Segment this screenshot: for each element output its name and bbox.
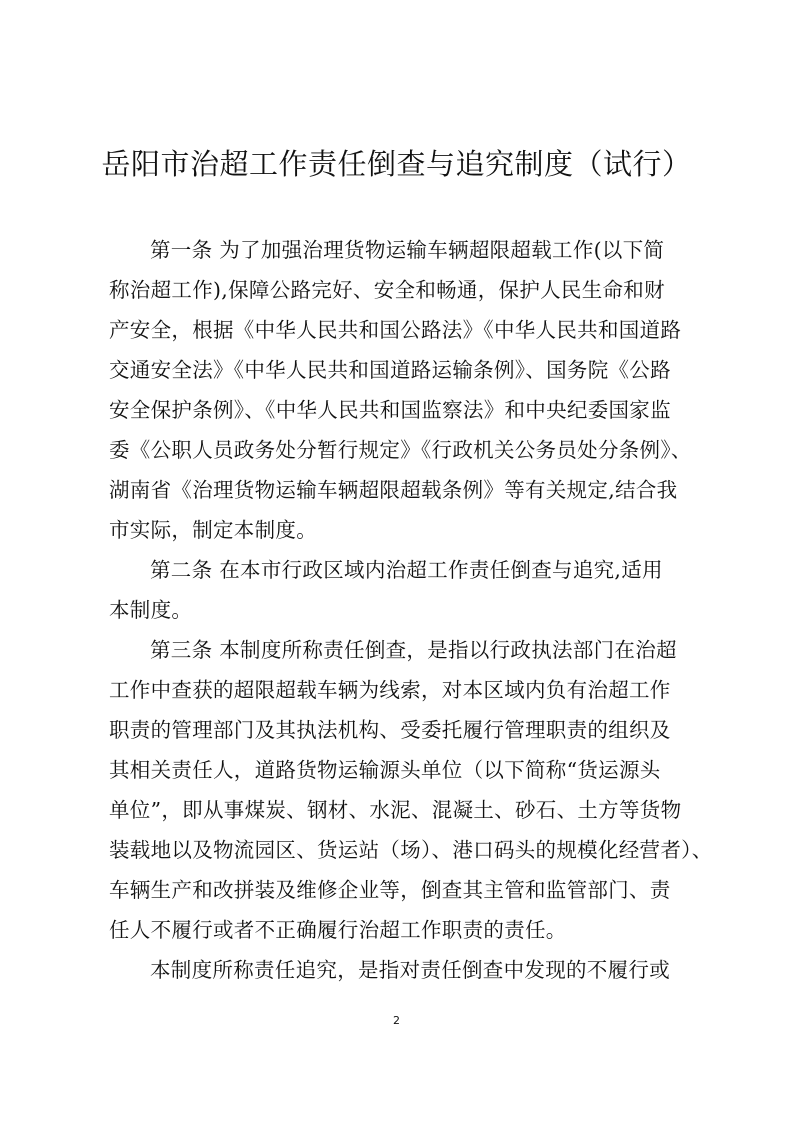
text-line: 第三条 本制度所称责任倒查，是指以行政执法部门在治超	[150, 638, 677, 662]
text-line: 单位”，即从事煤炭、钢材、水泥、混凝土、砂石、土方等货物	[109, 798, 682, 822]
text-line: 产安全，根据《中华人民共和国公路法》《中华人民共和国道路	[109, 318, 682, 342]
page-number: 2	[393, 1014, 400, 1027]
text-line: 本制度。	[109, 598, 193, 622]
document-body	[109, 230, 713, 990]
text-line: 任人不履行或者不正确履行治超工作职责的责任。	[109, 918, 567, 942]
text-line: 职责的管理部门及其执法机构、受委托履行管理职责的组织及	[109, 718, 671, 742]
text-line: 本制度所称责任追究，是指对责任倒查中发现的不履行或	[150, 958, 670, 982]
text-line: 称治超工作),保障公路完好、安全和畅通，保护人民生命和财	[109, 278, 665, 302]
text-line: 委《公职人员政务处分暂行规定》《行政机关公务员处分条例》、	[109, 438, 692, 462]
text-line: 第一条 为了加强治理货物运输车辆超限超载工作(以下简	[150, 238, 665, 262]
paragraph-article-2	[109, 550, 709, 630]
paragraph-article-1	[109, 230, 709, 550]
paragraph-article-3	[109, 630, 713, 950]
text-line: 市实际，制定本制度。	[109, 518, 317, 542]
document-title: 岳阳市治超工作责任倒查与追究制度（试行）	[101, 147, 692, 181]
text-line: 其相关责任人，道路货物运输源头单位（以下简称“货运源头	[109, 758, 661, 782]
text-line: 安全保护条例》、《中华人民共和国监察法》和中央纪委国家监	[109, 398, 671, 422]
text-line: 湖南省《治理货物运输车辆超限超载条例》等有关规定,结合我	[109, 478, 678, 502]
text-line: 交通安全法》《中华人民共和国道路运输条例》、国务院《公路	[109, 358, 671, 382]
text-line: 装载地以及物流园区、货运站（场）、港口码头的规模化经营者）、	[109, 838, 713, 862]
text-line: 工作中查获的超限超载车辆为线索，对本区域内负有治超工作	[109, 678, 671, 702]
text-line: 第二条 在本市行政区域内治超工作责任倒查与追究,适用	[150, 558, 663, 582]
paragraph-accountability	[109, 950, 709, 990]
text-line: 车辆生产和改拼装及维修企业等，倒查其主管和监管部门、责	[109, 878, 671, 902]
